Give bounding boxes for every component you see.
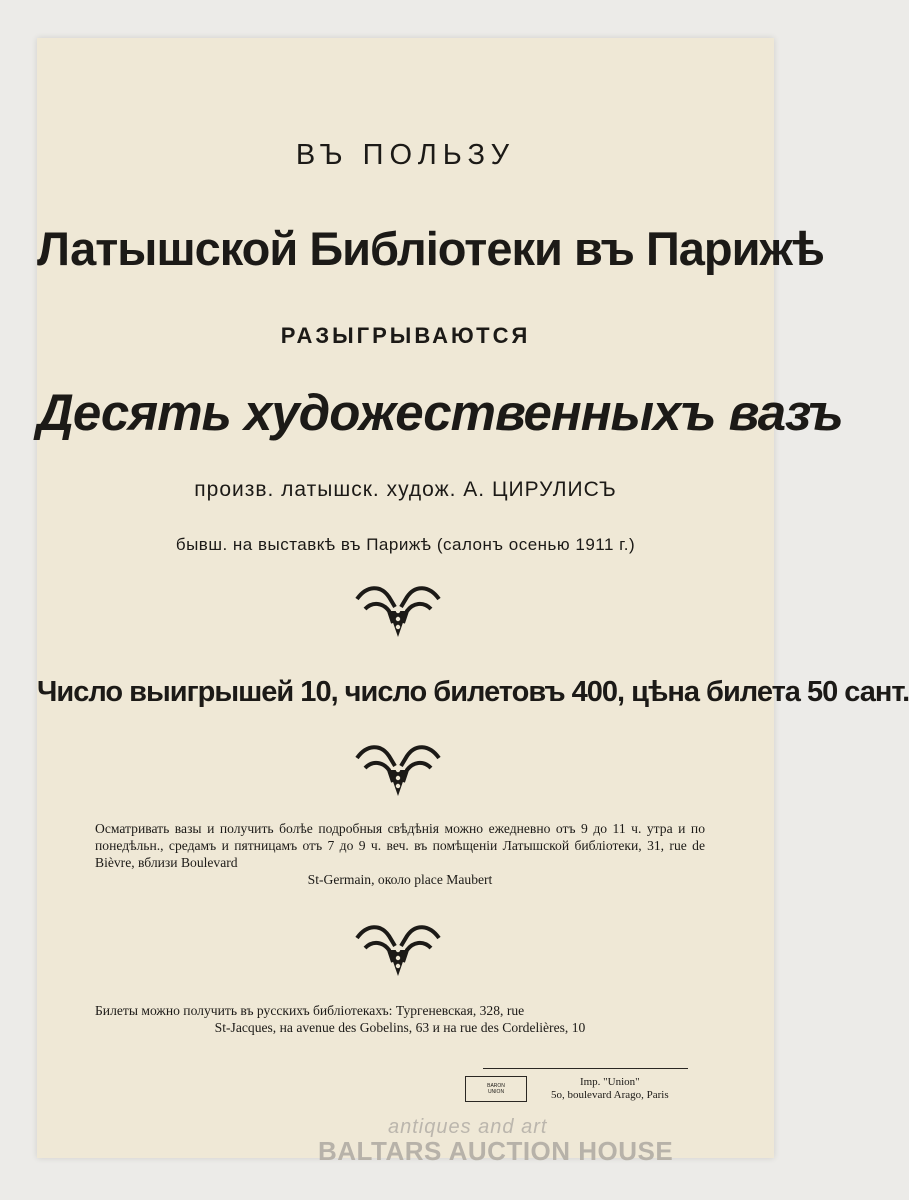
printer-imprint — [551, 1076, 669, 1102]
ornament-icon — [355, 740, 441, 800]
tickets-info — [95, 1002, 705, 1036]
printer-line-2: 5o, boulevard Arago, Paris — [551, 1089, 669, 1101]
printer-logo-bottom: UNION — [487, 1089, 505, 1095]
divider-rule — [483, 1068, 688, 1069]
ornament-icon — [355, 581, 441, 641]
ornament-icon — [355, 920, 441, 980]
printer-logo — [465, 1076, 527, 1102]
printer-line-1: Imp. "Union" — [579, 1076, 640, 1088]
watermark-name: BALTARS AUCTION HOUSE — [318, 1136, 674, 1166]
maker-line: произв. латышск. худож. А. ЦИРУЛИСЪ — [194, 478, 617, 501]
printer-logo-top: BARON — [487, 1083, 505, 1089]
poster-sheet — [37, 38, 909, 1158]
raffle-line: РАЗЫГРЫВАЮТСЯ — [280, 323, 531, 348]
watermark-script: antiques and art — [388, 1116, 548, 1138]
prizes-line: Число выигрышей 10, число билетовъ 400, цѣна билета 50 сант. — [37, 676, 909, 708]
tickets-info-tail: St-Jacques, на avenue des Gobelins, 63 и на rue des Cordelières, 10 — [214, 1020, 586, 1035]
exhibition-line: бывш. на выставкѣ въ Парижѣ (салонъ осенью 1911 г.) — [175, 535, 636, 554]
second-title: Десять художественныхъ вазъ — [37, 384, 843, 441]
viewing-info — [95, 820, 705, 888]
main-title: Латышской Библіотеки въ Парижѣ — [37, 222, 824, 275]
intro-line: ВЪ ПОЛЬЗУ — [295, 139, 516, 171]
viewing-info-main: Осматривать вазы и получить болѣе подробныя свѣдѣнія можно ежедневно отъ 9 до 11 ч. утра и по понедѣльн., средамъ и пятницамъ отъ 7 до 9 ч. веч. въ помѣщеніи Латышской библіотеки, 31, rue de Bièvre, вблизи Boulevard — [95, 821, 705, 870]
viewing-info-tail: St-Germain, около place Maubert — [307, 872, 493, 887]
tickets-info-main: Билеты можно получить въ русскихъ библіотекахъ: Тургеневская, 328, rue — [95, 1003, 525, 1018]
